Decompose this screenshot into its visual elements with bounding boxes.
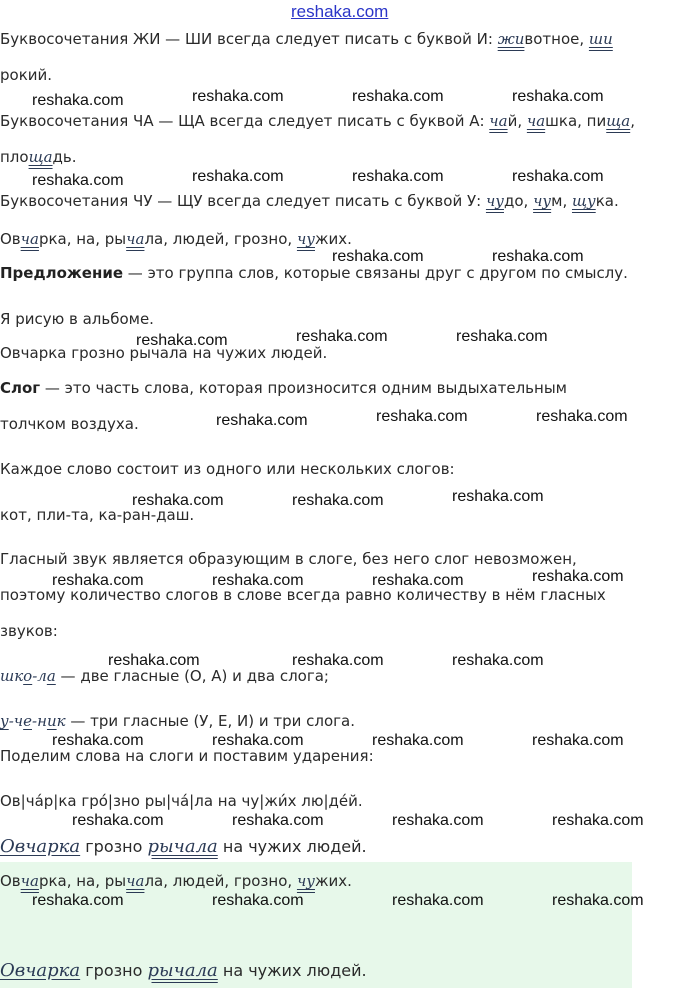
watermark: reshaka.com [492, 248, 584, 265]
watermark: reshaka.com [552, 812, 644, 829]
watermark: reshaka.com [392, 812, 484, 829]
watermark: reshaka.com [52, 572, 144, 589]
site-link[interactable]: reshaka.com [291, 2, 389, 21]
watermark: reshaka.com [32, 892, 124, 909]
watermark: reshaka.com [292, 652, 384, 669]
answer-parsed-sentence: Овчарка грозно рычала на чужих людей. [0, 960, 367, 981]
watermark: reshaka.com [108, 652, 200, 669]
rule-zhi: Буквосочетания ЖИ — ШИ всегда следует писать с буквой И: животное, ши [0, 30, 613, 48]
watermark: reshaka.com [296, 328, 388, 345]
watermark: reshaka.com [216, 412, 308, 429]
watermark: reshaka.com [52, 732, 144, 749]
watermark: reshaka.com [352, 168, 444, 185]
watermark: reshaka.com [332, 248, 424, 265]
divided-sentence: Ов|ча́р|ка гро́|зно ры|ча́|ла на чу|жи́х лю|де́й. [0, 792, 363, 810]
watermark: reshaka.com [192, 88, 284, 105]
watermark: reshaka.com [392, 892, 484, 909]
watermark: reshaka.com [552, 892, 644, 909]
watermark: reshaka.com [32, 172, 124, 189]
watermark: reshaka.com [452, 652, 544, 669]
watermark: reshaka.com [512, 168, 604, 185]
syllable-definition-cont: толчком воздуха. [0, 415, 139, 433]
example-words: Овчарка, на, рычала, людей, грозно, чужих. [0, 230, 352, 248]
watermark: reshaka.com [372, 732, 464, 749]
watermark: reshaka.com [532, 568, 624, 585]
watermark: reshaka.com [292, 492, 384, 509]
watermark: reshaka.com [212, 572, 304, 589]
watermark: reshaka.com [136, 332, 228, 349]
rule-cha-cont: площадь. [0, 148, 77, 166]
watermark: reshaka.com [192, 168, 284, 185]
watermark: reshaka.com [232, 812, 324, 829]
watermark: reshaka.com [376, 408, 468, 425]
answer-words: Овчарка, на, рычала, людей, грозно, чужих. [0, 872, 352, 890]
watermark: reshaka.com [512, 88, 604, 105]
rule-chu: Буквосочетания ЧУ — ЩУ всегда следует писать с буквой У: чудо, чум, щука. [0, 192, 619, 210]
watermark: reshaka.com [212, 732, 304, 749]
rule-zhi-cont: рокий. [0, 66, 53, 84]
divide-task: Поделим слова на слоги и поставим ударения: [0, 747, 374, 765]
vowel-rule-line-3: звуков: [0, 622, 58, 640]
uchenik-example: у-че-ник — три гласные (У, Е, И) и три слога. [0, 712, 355, 730]
watermark: reshaka.com [372, 572, 464, 589]
watermark: reshaka.com [72, 812, 164, 829]
watermark: reshaka.com [532, 732, 624, 749]
watermark: reshaka.com [452, 488, 544, 505]
sentence-definition: Предложение — это группа слов, которые связаны друг с другом по смыслу. [0, 264, 628, 282]
rule-cha: Буквосочетания ЧА — ЩА всегда следует писать с буквой А: чай, чашка, пища, [0, 112, 635, 130]
vowel-rule-line-1: Гласный звук является образующим в слоге, без него слог невозможен, [0, 550, 577, 568]
shkola-example: шко-ла — две гласные (О, А) и два слога; [0, 667, 329, 685]
watermark: reshaka.com [132, 492, 224, 509]
example-sentence-2: Овчарка грозно рычала на чужих людей. [0, 344, 328, 362]
parsed-sentence: Овчарка грозно рычала на чужих людей. [0, 836, 367, 857]
watermark: reshaka.com [456, 328, 548, 345]
vowel-rule-line-2: поэтому количество слогов в слове всегда равно количеству в нём гласных [0, 586, 606, 604]
syllables-example: кот, пли-та, ка-ран-даш. [0, 506, 195, 524]
example-sentence-1: Я рисую в альбоме. [0, 310, 154, 328]
watermark: reshaka.com [352, 88, 444, 105]
watermark: reshaka.com [536, 408, 628, 425]
syllables-intro: Каждое слово состоит из одного или нескольких слогов: [0, 460, 455, 478]
syllable-definition: Слог — это часть слова, которая произносится одним выдыхательным [0, 379, 567, 397]
watermark: reshaka.com [212, 892, 304, 909]
watermark: reshaka.com [32, 92, 124, 109]
